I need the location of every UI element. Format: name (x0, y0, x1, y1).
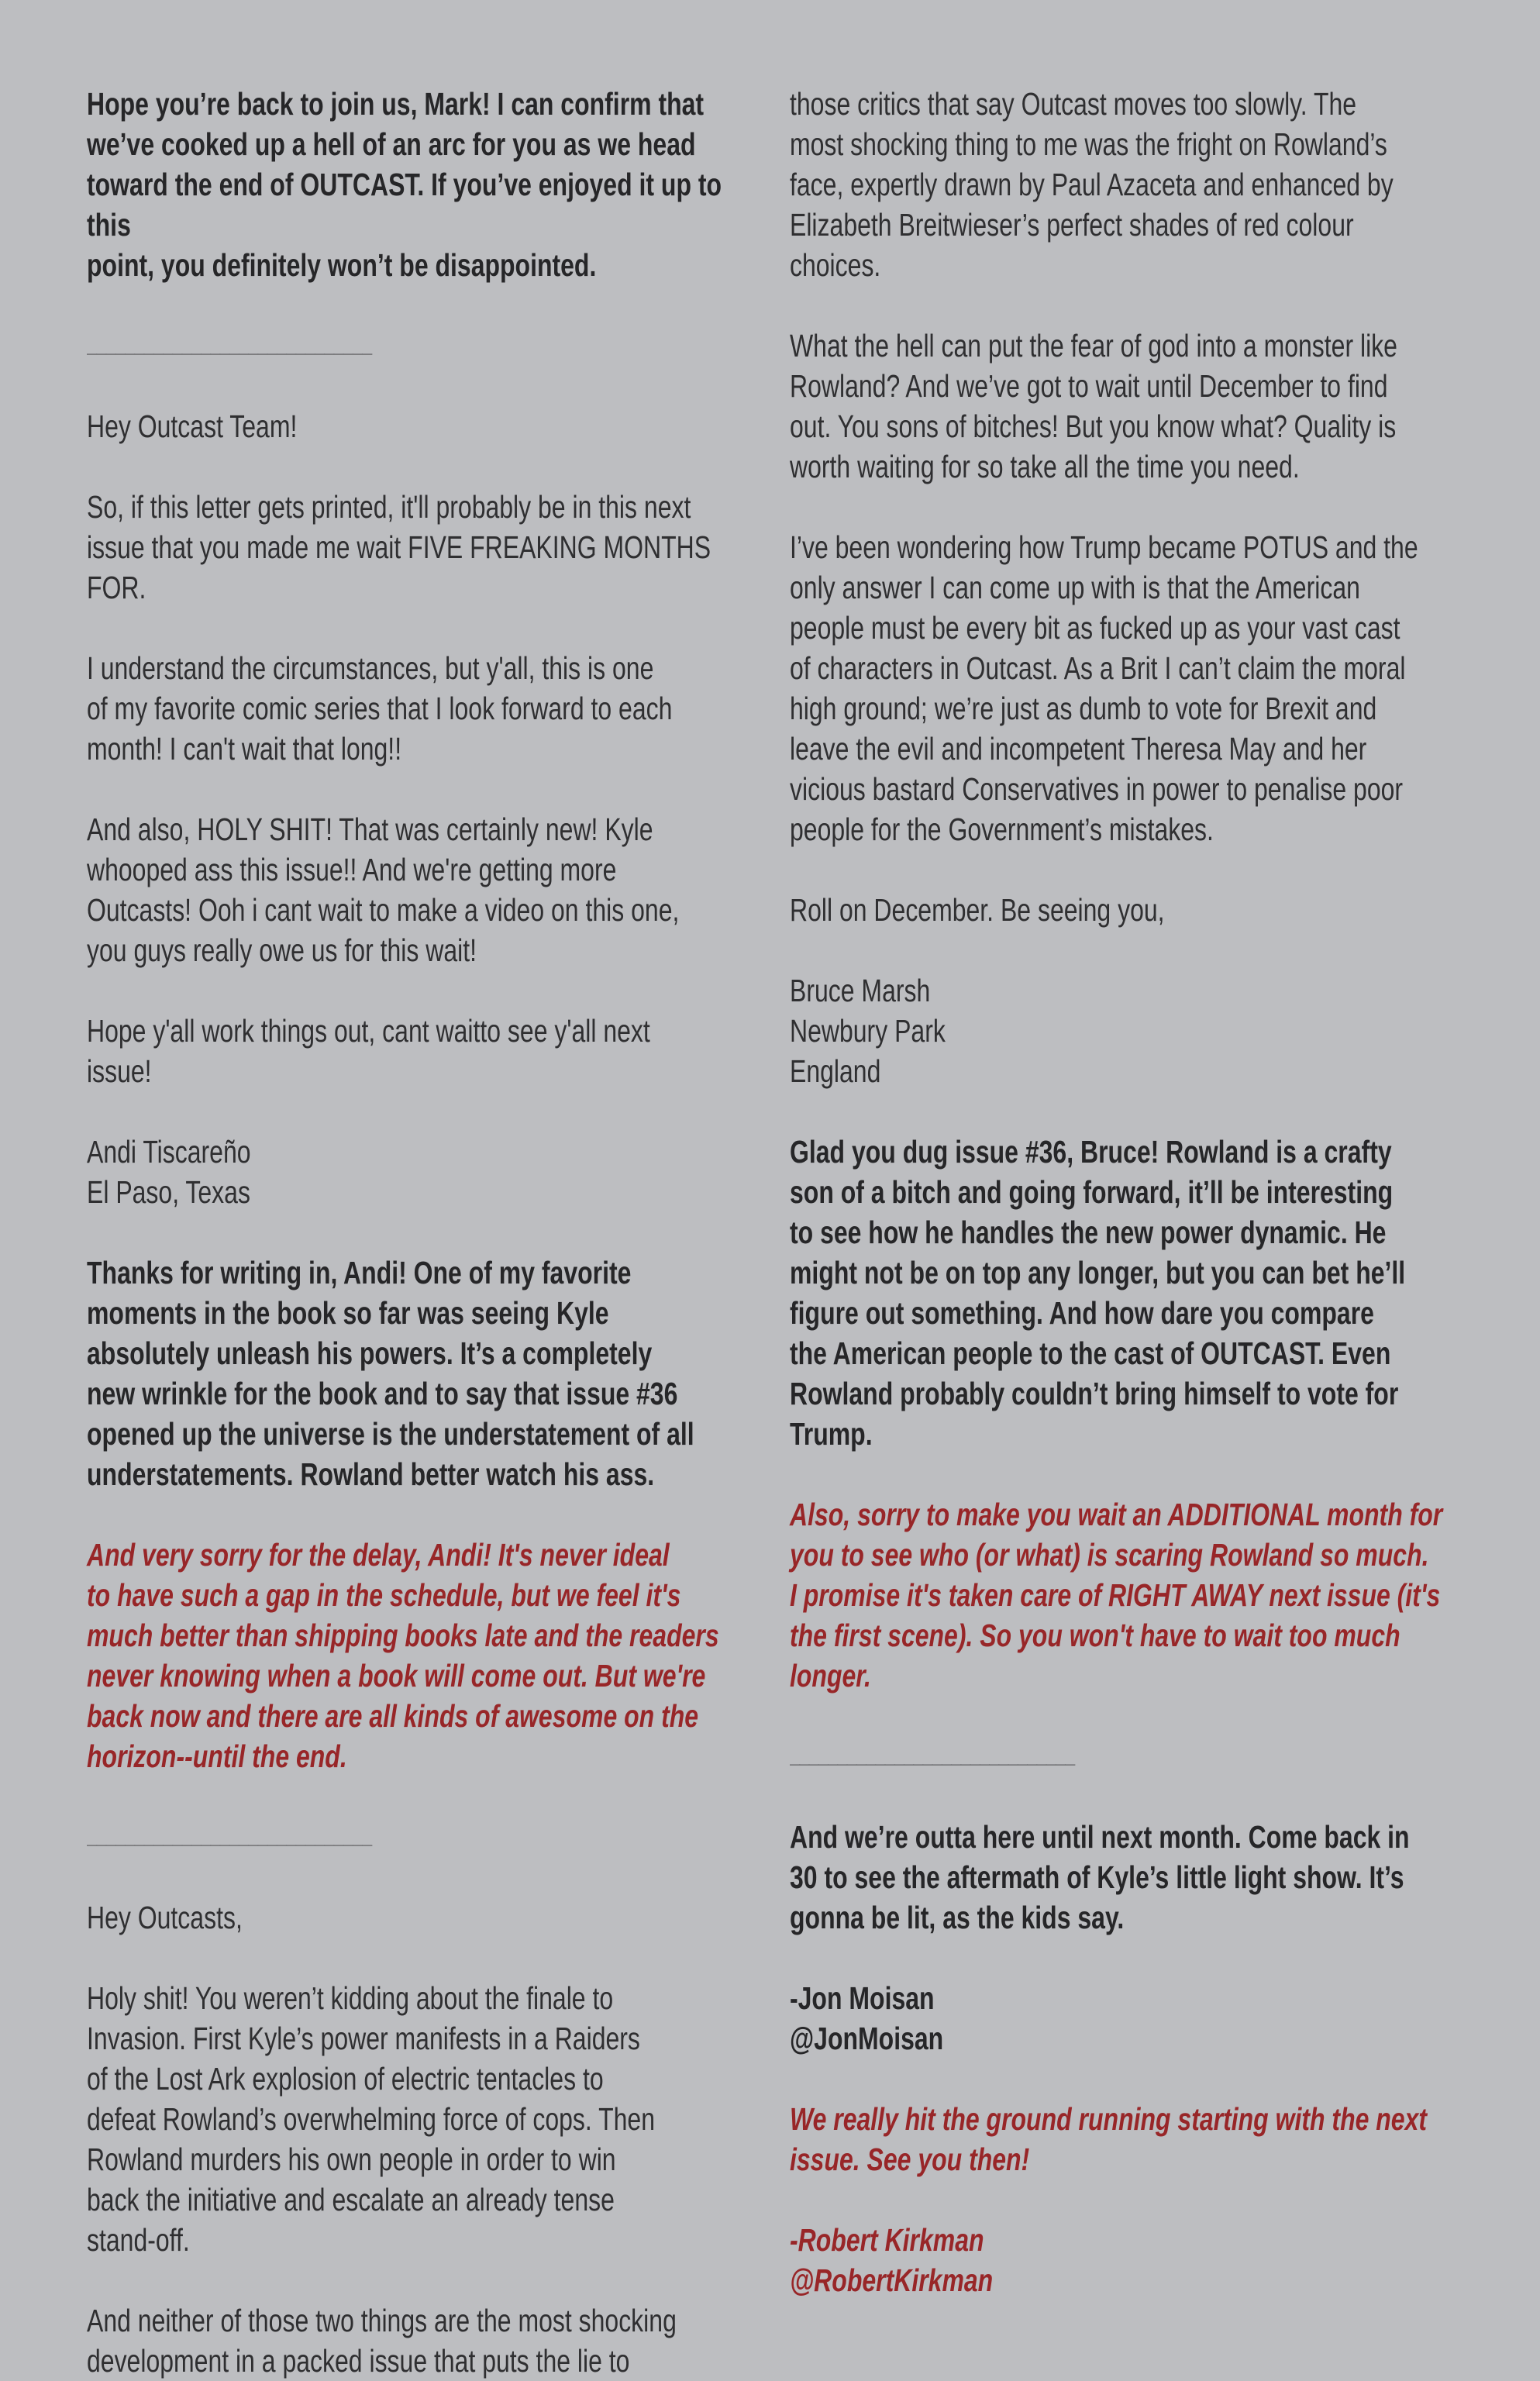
reader-letter-paragraph: So, if this letter gets printed, it'll probably be in this next issue that you made me wait FIVE FREAKING MONTHS FOR. (87, 489, 711, 605)
editor-reply-paragraph: Thanks for writing in, Andi! One of my favorite moments in the book so far was seeing Kyle absolutely unleash his powers. It’s a completely new wrinkle for the book and to say that issue #36 opened up the universe is the understatement of all understatements. Rowland better watch his ass. (87, 1255, 694, 1492)
reader-letter-paragraph: Andi Tiscareño El Paso, Texas (87, 1134, 251, 1210)
kirkman-reply-paragraph: And very sorry for the delay, Andi! It's never ideal to have such a gap in the schedule, but we feel it's much better than shipping books late and the readers never knowing when a book will come out. But we're back now and there are all kinds of awesome on the horizon--until the end. (87, 1537, 719, 1774)
editor-reply-paragraph: -Jon Moisan @JonMoisan (790, 1980, 944, 2056)
section-divider: ______________________________ (87, 336, 372, 355)
kirkman-reply-paragraph: Also, sorry to make you wait an ADDITIONAL month for you to see who (or what) is scaring Rowland so much. I promise it's taken care of RIGHT AWAY next issue (it's the first scene). So you won't have to wait too much longer. (790, 1497, 1443, 1694)
editor-reply-paragraph: Hope you’re back to join us, Mark! I can confirm that we’ve cooked up a hell of an arc for you as we head toward the end of OUTCAST. If you’ve enjoyed it up to this point, you definitely won’t be disappointed. (87, 86, 722, 283)
reader-letter-paragraph: Bruce Marsh Newbury Park England (790, 973, 946, 1089)
reader-letter-paragraph: I’ve been wondering how Trump became POTUS and the only answer I can come up with is that the American people must be every bit as fucked up as your vast cast of characters in Outcast. As a Brit I can’t claim the moral high ground; we’re just as dumb to vote for Brexit and leave the evil and incompetent Theresa May and her vicious bastard Conservatives in power to penalise poor people for the Government’s mistakes. (790, 529, 1418, 847)
right-column (790, 84, 1456, 2331)
editor-reply-paragraph: And we’re outta here until next month. Come back in 30 to see the aftermath of Kyle’s little light show. It’s gonna be lit, as the kids say. (790, 1819, 1410, 1935)
reader-letter-paragraph: Hope y'all work things out, cant waitto see y'all next issue! (87, 1013, 650, 1089)
editor-reply-paragraph: Glad you dug issue #36, Bruce! Rowland is a crafty son of a bitch and going forward, it’ll be interesting to see how he handles the new power dynamic. He might not be on top any longer, but you can bet he’ll figure out something. And how dare you compare the American people to the cast of OUTCAST. Even Rowland probably couldn’t bring himself to vote for Trump. (790, 1134, 1406, 1452)
reader-letter-paragraph: Roll on December. Be seeing you, (790, 892, 1165, 928)
kirkman-reply-paragraph: -Robert Kirkman @RobertKirkman (790, 2222, 994, 2298)
reader-letter-paragraph: Holy shit! You weren’t kidding about the finale to Invasion. First Kyle’s power manifests in a Raiders of the Lost Ark explosion of electric tentacles to defeat Rowland’s overwhelming force of cops. Then Rowland murders his own people in order to win back the initiative and escalate an already tense stand-off. (87, 1980, 656, 2258)
reader-letter-paragraph: And also, HOLY SHIT! That was certainly new! Kyle whooped ass this issue!! And we're getting more Outcasts! Ooh i cant wait to make a video on this one, you guys really owe us for this wait! (87, 811, 680, 968)
reader-letter-paragraph: those critics that say Outcast moves too slowly. The most shocking thing to me was the fright on Rowland’s face, expertly drawn by Paul Azaceta and enhanced by Elizabeth Breitwieser’s perfect shades of red colour choices. (790, 86, 1394, 283)
section-divider: ______________________________ (790, 1746, 1075, 1766)
section-divider: ______________________________ (87, 1827, 372, 1846)
kirkman-reply-paragraph: We really hit the ground running starting with the next issue. See you then! (790, 2101, 1428, 2177)
reader-letter-paragraph: And neither of those two things are the most shocking development in a packed issue that puts the lie to (87, 2303, 677, 2379)
left-column (87, 84, 753, 2379)
reader-letter-paragraph: Hey Outcast Team! (87, 408, 298, 444)
reader-letter-paragraph: I understand the circumstances, but y'all, this is one of my favorite comic series that I look forward to each month! I can't wait that long!! (87, 650, 673, 767)
reader-letter-paragraph: Hey Outcasts, (87, 1900, 243, 1935)
reader-letter-paragraph: What the hell can put the fear of god into a monster like Rowland? And we’ve got to wait until December to find out. You sons of bitches! But you know what? Quality is worth waiting for so take all the time you need. (790, 328, 1397, 484)
